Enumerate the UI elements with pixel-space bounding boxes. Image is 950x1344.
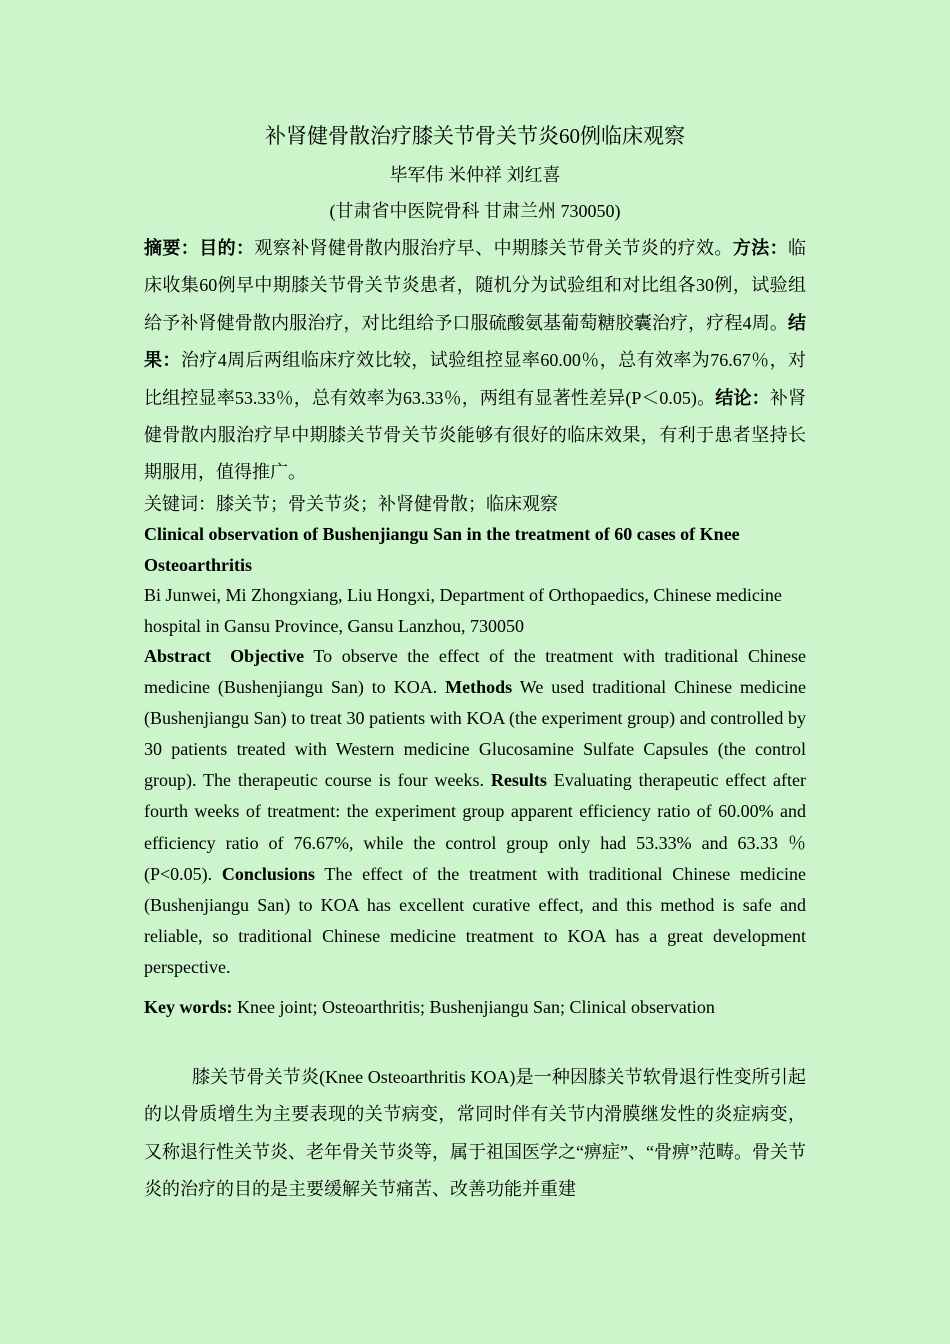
methods-text: 临床收集60例早中期膝关节骨关节炎患者，随机分为试验组和对比组各30例，试验组给予补肾健骨散内服治疗，对比组给予口服硫酸氨基葡萄糖胶囊治疗，疗程4周。 <box>144 238 807 333</box>
intro-paragraph: 膝关节骨关节炎(Knee Osteoarthritis KOA)是一种因膝关节软骨退行性变所引起的以骨质增生为主要表现的关节病变，常同时伴有关节内滑膜继发性的炎症病变，又称退行性关节炎、老年骨关节炎等，属于祖国医学之“痹症”、“骨痹”范畴。骨关节炎的治疗的目的是主要缓解关节痛苦、改善功能并重建 <box>144 1067 806 1200</box>
english-authors: Bi Junwei, Mi Zhongxiang, Liu Hongxi, Department of Orthopaedics, Chinese medicine hospital in Gansu Province, Gansu Lanzhou, 730050 <box>144 585 782 636</box>
conclusions-en-label: Conclusions <box>221 863 315 884</box>
objective-text: 观察补肾健骨散内服治疗早、中期膝关节骨关节炎的疗效。 <box>254 238 733 258</box>
objective-label: 目的： <box>199 238 255 258</box>
abstract-cn <box>144 230 806 492</box>
methods-en-text: We used traditional Chinese medicine (Bushenjiangu San) to treat 30 patients with KOA (the experiment group) and controlled by 30 patients treated with Western medicine Glucosamine Sulfate Capsules (the control group). The therapeutic course is four weeks. <box>144 677 806 791</box>
conclusions-en-text: The effect of the treatment with traditional Chinese medicine (Bushenjiangu San) to KOA has excellent curative effect, and this method is safe and reliable, so traditional Chinese medicine treatment to KOA has a great development perspective. <box>144 863 806 977</box>
conclusion-label: 结论： <box>715 387 770 408</box>
paper-title: 补肾健骨散治疗膝关节骨关节炎60例临床观察 <box>265 124 685 148</box>
keywords-en-label: Key words: <box>144 997 233 1017</box>
methods-en-label: Methods <box>445 677 513 698</box>
affiliation: (甘肃省中医院骨科 甘肃兰州 730050) <box>329 201 621 221</box>
abstract-en-label: Abstract <box>144 646 211 666</box>
objective-en-text: To observe the effect of the treatment with traditional Chinese medicine (Bushenjiangu San) to KOA. <box>144 646 806 698</box>
keywords-en-text: Knee joint; Osteoarthritis; Bushenjiangu San; Clinical observation <box>232 997 715 1017</box>
results-en-label: Results <box>490 770 547 791</box>
abstract-en <box>144 641 806 983</box>
results-text: 治疗4周后两组临床疗效比较，试验组控显率60.00％，总有效率为76.67％，对比组控显率53.33％，总有效率为63.33％，两组有显著性差异(P＜0.05)。 <box>144 350 807 408</box>
keywords-cn: 关键词：膝关节；骨关节炎；补肾健骨散；临床观察 <box>144 494 558 514</box>
objective-en-label: Objective <box>230 646 305 666</box>
abstract-label: 摘要： <box>144 238 200 258</box>
keywords-en <box>144 993 806 1021</box>
author-list: 毕军伟 米仲祥 刘红喜 <box>389 165 561 185</box>
results-en-text: Evaluating therapeutic effect after fourth weeks of treatment: the experiment group apparent efficiency ratio of 60.00% and efficiency ratio of 76.67%, while the control group only had 53.33% and 63.33 ％ (P<0.05). <box>144 770 807 884</box>
results-label: 结果： <box>144 312 806 371</box>
methods-label: 方法： <box>732 238 789 258</box>
english-title: Clinical observation of Bushenjiangu San in the treatment of 60 cases of Knee Osteoarthritis <box>144 524 740 575</box>
conclusion-text: 补肾健骨散内服治疗早中期膝关节骨关节炎能够有很好的临床效果，有利于患者坚持长期服用，值得推广。 <box>144 387 807 483</box>
